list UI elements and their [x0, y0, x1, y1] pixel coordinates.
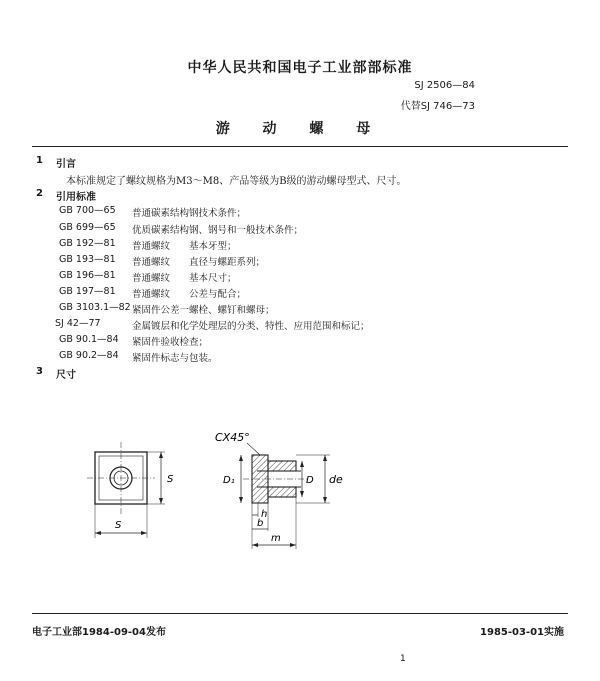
reference-title: 优质碳素结构钢、钢号和一般技术条件； — [132, 225, 304, 236]
reference-code: GB 197—81 — [59, 286, 116, 297]
section-3-number: 3 — [36, 366, 43, 377]
reference-title: 紧固件验收检查； — [132, 337, 209, 348]
publish-date: 电子工业部1984-09-04发布 — [32, 627, 166, 638]
arrow-head — [239, 497, 243, 503]
reference-code: GB 90.1—84 — [59, 334, 119, 345]
reference-code: GB 192—81 — [59, 238, 116, 249]
reference-title: 普通螺纹 公差与配合； — [132, 289, 247, 300]
arrow-head — [252, 543, 258, 547]
organization-standard-title: 中华人民共和国电子工业部部标准 — [187, 60, 413, 76]
nut-section-view-drawing — [205, 425, 365, 560]
arrow-head — [300, 491, 304, 497]
label-s-horizontal: S — [115, 520, 122, 531]
arrow-head — [323, 455, 327, 461]
arrow-head — [300, 461, 304, 467]
reference-title: 普通螺纹 直径与螺距系列； — [132, 257, 266, 268]
body-lower-section — [268, 487, 296, 497]
nut-top-view-drawing — [85, 440, 185, 560]
arrow-head — [95, 531, 101, 535]
reference-code: SJ 42—77 — [55, 318, 101, 329]
label-s-vertical: S — [167, 474, 174, 485]
label-chamfer: CX45° — [215, 431, 250, 444]
chamfer-leader-line — [247, 443, 260, 455]
replaces-standard: 代替SJ 746—73 — [400, 101, 475, 112]
section-1-text: 本标准规定了螺纹规格为M3～M8、产品等级为B级的游动螺母型式、尺寸。 — [66, 176, 407, 187]
label-b: b — [257, 518, 264, 529]
document-title: 游 动 螺 母 — [215, 121, 385, 137]
reference-code: GB 700—65 — [59, 205, 116, 216]
footer-rule — [32, 613, 568, 614]
arrow-head — [290, 543, 296, 547]
section-1-number: 1 — [36, 155, 43, 166]
arrow-head — [141, 531, 147, 535]
arrow-head — [323, 497, 327, 503]
reference-title: 普通螺纹 基本尺寸； — [132, 273, 237, 284]
header-rule — [32, 146, 568, 147]
section-3-title: 尺寸 — [56, 370, 76, 381]
reference-title: 金属镀层和化学处理层的分类、特性、应用范围和标记； — [132, 321, 370, 332]
reference-title: 紧固件标志与包装。 — [132, 353, 218, 364]
section-2-number: 2 — [36, 188, 43, 199]
body-upper-section — [268, 461, 296, 471]
label-d1: D₁ — [223, 475, 235, 486]
reference-code: GB 699—65 — [59, 222, 116, 233]
label-d: D — [306, 475, 314, 486]
label-m: m — [271, 533, 281, 544]
reference-code: GB 3103.1—82 — [59, 302, 131, 313]
arrow-head — [159, 498, 163, 504]
arrow-head — [239, 455, 243, 461]
label-de: de — [329, 473, 343, 486]
reference-title: 普通碳素结构钢技术条件； — [132, 208, 247, 219]
section-2-title: 引用标准 — [56, 192, 96, 203]
page-number: 1 — [400, 654, 406, 664]
reference-code: GB 196—81 — [59, 270, 116, 281]
arrow-head — [159, 452, 163, 458]
section-1-title: 引言 — [56, 159, 76, 170]
reference-title: 紧固件公差一螺栓、螺钉和螺母； — [132, 305, 275, 316]
label-h: h — [261, 509, 268, 520]
reference-code: GB 193—81 — [59, 254, 116, 265]
reference-title: 普通螺纹 基本牙型； — [132, 241, 237, 252]
reference-code: GB 90.2—84 — [59, 350, 119, 361]
effective-date: 1985-03-01实施 — [480, 627, 564, 638]
standard-number: SJ 2506—84 — [414, 80, 475, 91]
